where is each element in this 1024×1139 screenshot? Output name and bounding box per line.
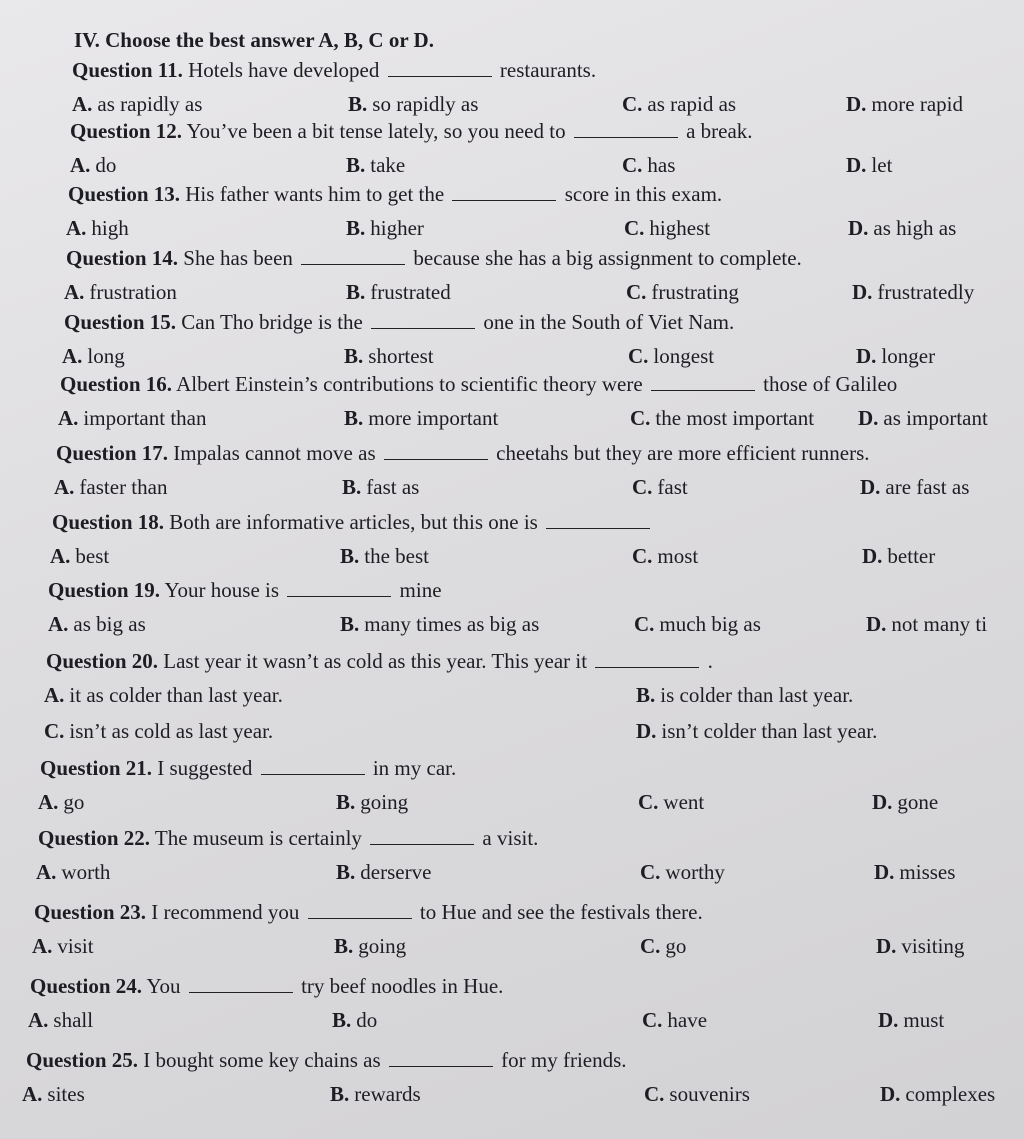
option-text: fast as [366,475,420,499]
question-text-before-blank: Albert Einstein’s contributions to scientific theory were [172,372,648,396]
option-letter: D. [880,1082,901,1106]
answer-blank [287,578,391,597]
option-letter: C. [628,344,649,368]
option-text: frustratedly [877,280,975,304]
option-letter: B. [346,280,366,304]
option-text: going [358,934,407,958]
answer-option-a [32,934,94,959]
option-letter: B. [344,406,364,430]
option-letter: C. [622,153,643,177]
option-text: visiting [901,934,965,958]
option-letter: A. [62,344,83,368]
option-letter: D. [862,544,883,568]
option-text: isn’t colder than last year. [661,719,878,743]
answer-option-c [622,92,736,117]
option-text: are fast as [885,475,970,499]
option-letter: D. [848,216,869,240]
answer-blank [301,246,405,265]
option-letter: A. [44,683,65,707]
option-text: as important [883,406,988,430]
option-text: most [657,544,699,568]
option-text: best [75,544,110,568]
option-text: fast [657,475,688,499]
option-text: do [356,1008,378,1032]
answer-option-b [346,216,424,241]
question-text-after-blank: because she has a big assignment to complete. [408,246,802,270]
answer-option-c [632,475,688,500]
question-number: Question 25. [26,1048,139,1072]
option-text: longer [881,344,936,368]
option-letter: D. [636,719,657,743]
option-text: better [887,544,936,568]
question-text-after-blank: mine [394,578,442,602]
option-letter: C. [640,860,661,884]
option-letter: B. [336,860,356,884]
answer-option-b [348,92,478,117]
option-text: much big as [659,612,761,636]
option-text: take [370,153,406,177]
option-text: visit [57,934,94,958]
option-letter: A. [58,406,79,430]
option-letter: A. [48,612,69,636]
question-number: Question 22. [38,826,151,850]
answer-option-b [346,153,405,178]
option-letter: C. [626,280,647,304]
answer-option-b [636,683,853,708]
answer-option-c [626,280,739,305]
option-text: misses [899,860,956,884]
question-text-after-blank: for my friends. [495,1048,627,1072]
answer-option-c [638,790,704,815]
question-item [0,974,1024,1042]
question-text-before-blank: Last year it wasn’t as cold as this year. This year it [158,649,593,673]
question-number: Question 24. [30,974,143,998]
question-text-before-blank: I recommend you [146,900,305,924]
option-text: faster than [79,475,168,499]
option-text: as rapid as [647,92,737,116]
option-text: frustration [89,280,177,304]
answer-blank [261,756,365,775]
answer-option-a [50,544,109,569]
option-letter: D. [860,475,881,499]
option-letter: B. [330,1082,350,1106]
question-text-before-blank: You’ve been a bit tense lately, so you need to [182,119,571,143]
answer-option-d [848,216,956,241]
option-text: higher [370,216,424,240]
option-letter: B. [336,790,356,814]
question-stem [70,119,753,144]
option-letter: B. [342,475,362,499]
option-text: do [95,153,117,177]
answer-option-b [336,860,431,885]
option-text: is colder than last year. [660,683,854,707]
option-letter: A. [50,544,71,568]
option-text: so rapidly as [372,92,479,116]
question-number: Question 16. [60,372,173,396]
option-text: frustrating [651,280,739,304]
question-item [0,441,1024,509]
question-item [0,578,1024,646]
option-text: shall [53,1008,94,1032]
answer-option-b [342,475,419,500]
option-letter: C. [622,92,643,116]
question-item [0,1048,1024,1116]
question-item [0,756,1024,824]
answer-blank [370,826,474,845]
option-letter: C. [632,544,653,568]
answer-blank [371,310,475,329]
option-text: has [647,153,676,177]
answer-blank [595,649,699,668]
question-text-after-blank: one in the South of Viet Nam. [478,310,735,334]
question-stem [38,826,538,851]
option-text: not many ti [891,612,988,636]
option-letter: A. [66,216,87,240]
option-letter: A. [64,280,85,304]
option-letter: C. [640,934,661,958]
answer-option-a [62,344,125,369]
answer-option-c [642,1008,707,1033]
question-number: Question 21. [40,756,153,780]
option-letter: C. [642,1008,663,1032]
option-letter: D. [872,790,893,814]
option-letter: A. [36,860,57,884]
question-text-after-blank: those of Galileo [757,372,898,396]
answer-option-c [628,344,714,369]
answer-blank [308,900,412,919]
option-text: complexes [905,1082,996,1106]
answer-option-a [64,280,177,305]
answer-option-b [334,934,406,959]
question-stem [64,310,734,335]
question-text-after-blank: try beef noodles in Hue. [295,974,504,998]
option-letter: C. [638,790,659,814]
option-text: many times as big as [364,612,540,636]
answer-option-a [36,860,110,885]
option-letter: D. [846,92,867,116]
option-letter: A. [32,934,53,958]
question-item [0,119,1024,187]
question-item [0,246,1024,314]
answer-option-c [640,860,725,885]
answer-option-d [852,280,974,305]
question-text-after-blank: restaurants. [494,58,597,82]
answer-option-a [54,475,167,500]
option-letter: C. [630,406,651,430]
answer-option-c [644,1082,750,1107]
option-letter: D. [866,612,887,636]
answer-option-a [44,683,283,708]
answer-blank [651,372,755,391]
answer-option-d [876,934,964,959]
option-letter: B. [344,344,364,368]
question-text-before-blank: I suggested [152,756,258,780]
option-text: must [903,1008,945,1032]
answer-option-c [632,544,698,569]
option-letter: A. [28,1008,49,1032]
question-item [0,826,1024,894]
question-number: Question 23. [34,900,147,924]
option-text: went [663,790,705,814]
answer-blank [452,182,556,201]
option-letter: C. [44,719,65,743]
option-letter: B. [348,92,368,116]
answer-option-c [44,719,273,744]
question-text-before-blank: The museum is certainly [150,826,368,850]
option-text: go [665,934,687,958]
option-text: more rapid [871,92,963,116]
option-letter: C. [624,216,645,240]
option-letter: D. [858,406,879,430]
answer-option-b [340,544,429,569]
question-stem [68,182,722,207]
answer-option-b [340,612,539,637]
answer-option-c [630,406,814,431]
question-stem [34,900,703,925]
answer-blank [546,510,650,529]
answer-blank [388,58,492,77]
question-number: Question 13. [68,182,181,206]
option-text: longest [653,344,715,368]
option-text: shortest [368,344,434,368]
option-letter: A. [72,92,93,116]
option-letter: B. [346,216,366,240]
question-text-before-blank: Can Tho bridge is the [176,310,369,334]
question-text-before-blank: I bought some key chains as [138,1048,386,1072]
answer-option-d [872,790,938,815]
question-item [0,58,1024,126]
answer-option-b [344,406,498,431]
section-heading: IV. Choose the best answer A, B, C or D. [74,28,434,52]
answer-option-d [858,406,988,431]
answer-option-d [878,1008,944,1033]
answer-option-d [874,860,955,885]
answer-option-a [48,612,146,637]
option-text: souvenirs [669,1082,750,1106]
question-text-after-blank: . [702,649,713,673]
answer-blank [574,119,678,138]
question-stem [30,974,503,999]
question-text-before-blank: His father wants him to get the [180,182,450,206]
answer-option-a [28,1008,93,1033]
question-stem [56,441,870,466]
answer-option-d [866,612,987,637]
question-item [0,310,1024,378]
option-letter: A. [54,475,75,499]
option-text: worth [61,860,111,884]
question-text-after-blank: a break. [680,119,753,143]
answer-option-a [70,153,116,178]
question-text-before-blank: Both are informative articles, but this one is [164,510,544,534]
option-letter: C. [644,1082,665,1106]
option-text: let [871,153,893,177]
question-item [0,182,1024,250]
option-text: important than [83,406,207,430]
option-letter: C. [632,475,653,499]
question-stem [72,58,596,83]
question-number: Question 20. [46,649,159,673]
answer-option-b [346,280,451,305]
option-text: derserve [360,860,432,884]
answer-option-b [344,344,434,369]
answer-option-c [634,612,761,637]
option-text: the most important [655,406,815,430]
option-text: the best [364,544,429,568]
option-text: as high as [873,216,957,240]
question-stem [52,510,653,535]
option-letter: D. [874,860,895,884]
answer-option-a [38,790,84,815]
question-item [0,372,1024,440]
option-letter: A. [38,790,59,814]
question-text-before-blank: You [142,974,186,998]
answer-option-d [636,719,877,744]
question-stem [40,756,456,781]
option-text: gone [897,790,939,814]
option-letter: D. [878,1008,899,1032]
option-letter: A. [22,1082,43,1106]
option-text: going [360,790,409,814]
option-text: isn’t as cold as last year. [69,719,274,743]
option-text: worthy [665,860,725,884]
answer-option-b [336,790,408,815]
option-letter: B. [346,153,366,177]
option-text: as big as [73,612,146,636]
answer-option-a [58,406,206,431]
option-text: long [87,344,125,368]
answer-option-d [856,344,935,369]
option-letter: B. [340,612,360,636]
question-text-after-blank: a visit. [477,826,539,850]
question-text-after-blank: in my car. [367,756,457,780]
answer-option-d [862,544,935,569]
answer-option-a [22,1082,85,1107]
answer-option-c [640,934,686,959]
option-letter: C. [634,612,655,636]
question-item [0,649,1024,743]
option-text: high [91,216,129,240]
option-text: highest [649,216,711,240]
question-stem [46,649,713,674]
question-text-after-blank: to Hue and see the festivals there. [414,900,703,924]
question-stem [66,246,802,271]
answer-option-b [330,1082,421,1107]
answer-option-d [846,92,963,117]
answer-blank [384,441,488,460]
question-stem [26,1048,627,1073]
option-text: rewards [354,1082,421,1106]
question-number: Question 12. [70,119,183,143]
answer-option-c [622,153,675,178]
answer-blank [389,1048,493,1067]
answer-option-a [72,92,202,117]
option-text: it as colder than last year. [69,683,283,707]
option-letter: D. [876,934,897,958]
question-text-before-blank: Your house is [160,578,285,602]
question-text-before-blank: Hotels have developed [182,58,385,82]
option-letter: B. [340,544,360,568]
question-number: Question 11. [72,58,183,82]
answer-option-d [846,153,892,178]
option-letter: B. [636,683,656,707]
option-text: frustrated [370,280,451,304]
answer-option-b [332,1008,377,1033]
option-text: as rapidly as [97,92,203,116]
option-letter: D. [846,153,867,177]
option-letter: B. [332,1008,352,1032]
option-letter: B. [334,934,354,958]
answer-blank [189,974,293,993]
question-number: Question 17. [56,441,169,465]
question-number: Question 18. [52,510,165,534]
question-number: Question 19. [48,578,161,602]
option-text: go [63,790,85,814]
option-text: have [667,1008,708,1032]
question-item [0,510,1024,578]
option-text: more important [368,406,499,430]
option-letter: A. [70,153,91,177]
question-number: Question 14. [66,246,179,270]
question-text-before-blank: She has been [178,246,299,270]
question-item [0,900,1024,968]
question-text-after-blank: cheetahs but they are more efficient runners. [490,441,870,465]
question-stem [48,578,442,603]
question-text-before-blank: Impalas cannot move as [168,441,381,465]
answer-option-d [880,1082,995,1107]
question-text-after-blank: score in this exam. [559,182,723,206]
answer-option-d [860,475,969,500]
question-stem [60,372,897,397]
answer-option-c [624,216,710,241]
option-text: sites [47,1082,85,1106]
question-number: Question 15. [64,310,177,334]
option-letter: D. [852,280,873,304]
answer-option-a [66,216,129,241]
option-letter: D. [856,344,877,368]
